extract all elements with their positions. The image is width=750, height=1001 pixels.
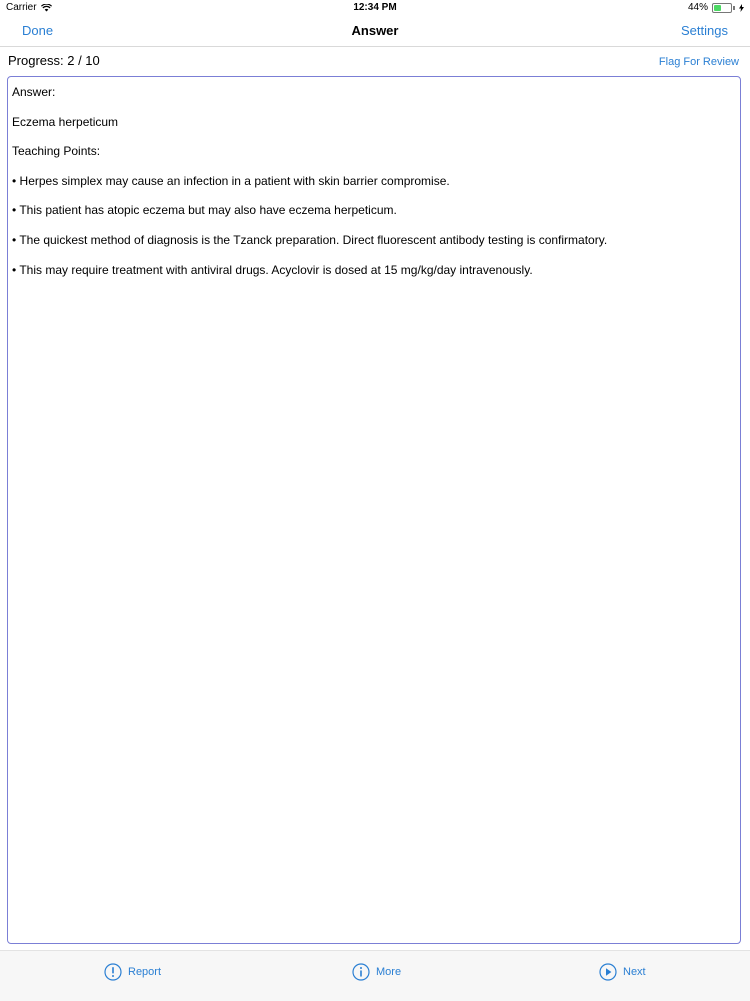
report-button[interactable] [104, 963, 161, 981]
flag-for-review-button[interactable]: Flag For Review [658, 56, 739, 68]
answer-label: Answer: [12, 85, 56, 99]
teaching-point: • This patient has atopic eczema but may also have eczema herpeticum. [12, 203, 397, 218]
teaching-points-label: Teaching Points: [12, 144, 101, 159]
status-bar [0, 0, 750, 16]
status-right [688, 0, 744, 16]
report-label: Report [128, 966, 162, 978]
progress-row [0, 50, 750, 72]
play-circle-icon [599, 963, 617, 981]
teaching-point: • Herpes simplex may cause an infection in a patient with skin barrier compromise. [12, 173, 450, 188]
exclamation-circle-icon [104, 963, 122, 981]
info-circle-icon [352, 963, 370, 981]
bottom-toolbar [0, 950, 750, 1001]
carrier-label: Carrier [6, 2, 37, 13]
more-label: More [376, 966, 402, 978]
page-title: Answer [351, 23, 399, 38]
navigation-bar [0, 16, 750, 47]
battery-percent: 44% [687, 2, 708, 13]
battery-tip [733, 6, 735, 10]
teaching-point: • This may require treatment with antiviral drugs. Acyclovir is dosed at 15 mg/kg/day intravenously. [12, 262, 533, 277]
next-label: Next [623, 966, 646, 978]
battery-icon [712, 3, 732, 13]
next-button[interactable] [599, 963, 646, 981]
more-button[interactable] [352, 963, 401, 981]
done-button[interactable]: Done [22, 23, 54, 38]
charging-icon [739, 4, 744, 12]
battery-fill [714, 5, 721, 11]
answer-text: Eczema herpeticum [12, 114, 119, 129]
progress-label: Progress: 2 / 10 [8, 53, 100, 68]
teaching-point: • The quickest method of diagnosis is the Tzanck preparation. Direct fluorescent antibody testing is confirmatory. [12, 232, 608, 247]
settings-button[interactable]: Settings [681, 23, 728, 38]
status-time: 12:34 PM [353, 2, 397, 13]
answer-content-box[interactable] [7, 76, 741, 944]
